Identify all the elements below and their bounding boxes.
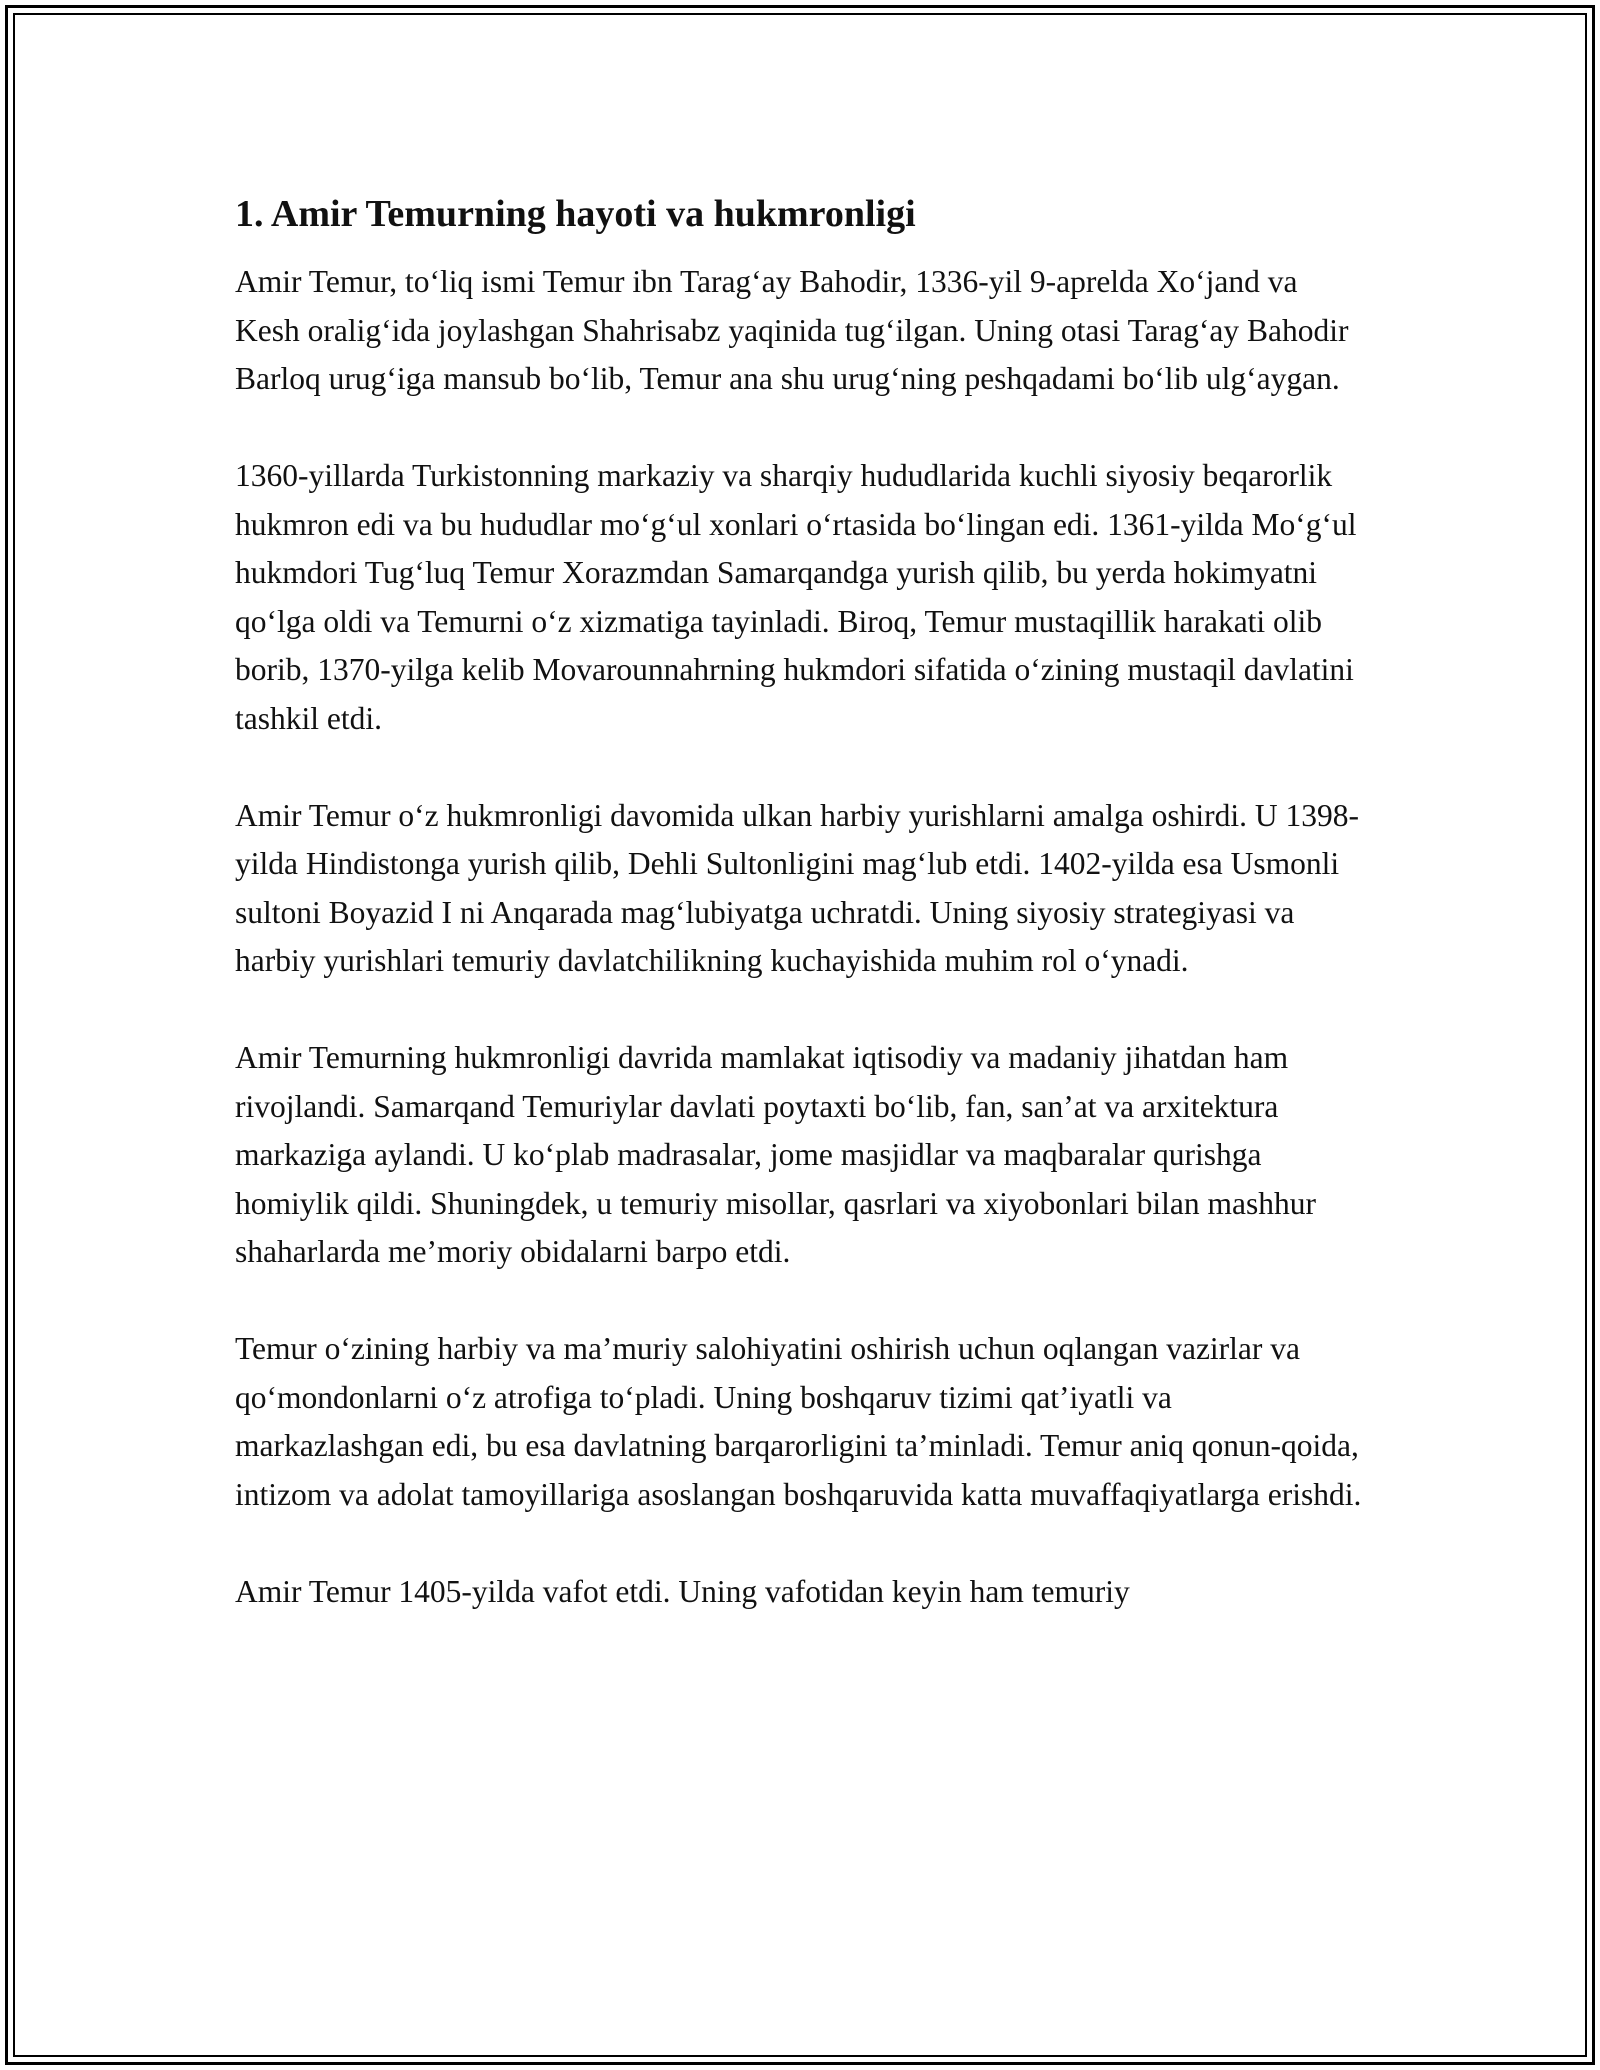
document-body [235,186,1365,1665]
section-heading: 1. Amir Temurning hayoti va hukmronligi [235,193,916,235]
paragraph-rise-to-power: 1360-yillarda Turkistonning markaziy va sharqiy hududlarida kuchli siyosiy beqarorlik hukmron edi va bu hududlar mo‘g‘ul xonlari o‘rtasida bo‘lingan edi. 1361-yilda Mo‘g‘ul hukmdori Tug‘luq Temur Xorazmdan Samarqandga yurish qilib, bu yerda hokimyatni qo‘lga oldi va Temurni o‘z xizmatiga tayinladi. Biroq, Temur mustaqillik harakati olib borib, 1370-yilga kelib Movarounnahrning hukmdori sifatida o‘zining mustaqil davlatini tashkil etdi. [235,458,1357,736]
paragraph-death: Amir Temur 1405-yilda vafot etdi. Uning vafotidan keyin ham temuriy [235,1573,1130,1609]
paragraph-military-campaigns: Amir Temur o‘z hukmronligi davomida ulkan harbiy yurishlarni amalga oshirdi. U 1398-yilda Hindistonga yurish qilib, Dehli Sultonligini mag‘lub etdi. 1402-yilda esa Usmonli sultoni Boyazid I ni Anqarada mag‘lubiyatga uchratdi. Uning siyosiy strategiyasi va harbiy yurishlari temuriy davlatchilikning kuchayishida muhim rol o‘ynadi. [235,797,1359,978]
paragraph-administration: Temur o‘zining harbiy va ma’muriy salohiyatini oshirish uchun oqlangan vazirlar va qo‘mondonlarni o‘z atrofiga to‘pladi. Uning boshqaruv tizimi qat’iyatli va markazlashgan edi, bu esa davlatning barqarorligini ta’minladi. Temur aniq qonun-qoida, intizom va adolat tamoyillariga asoslangan boshqaruvida katta muvaffaqiyatlarga erishdi. [235,1331,1362,1512]
paragraph-culture-economy: Amir Temurning hukmronligi davrida mamlakat iqtisodiy va madaniy jihatdan ham rivojlandi. Samarqand Temuriylar davlati poytaxti bo‘lib, fan, san’at va arxitektura markaziga aylandi. U ko‘plab madrasalar, jome masjidlar va maqbaralar qurishga homiylik qildi. Shuningdek, u temuriy misollar, qasrlari va xiyobonlari bilan mashhur shaharlarda me’moriy obidalarni barpo etdi. [235,1040,1316,1269]
paragraph-birth: Amir Temur, to‘liq ismi Temur ibn Tarag‘ay Bahodir, 1336-yil 9-aprelda Xo‘jand va Kesh oralig‘ida joylashgan Shahrisabz yaqinida tug‘ilgan. Uning otasi Tarag‘ay Bahodir Barloq urug‘iga mansub bo‘lib, Temur ana shu urug‘ning peshqadami bo‘lib ulg‘aygan. [235,264,1349,396]
